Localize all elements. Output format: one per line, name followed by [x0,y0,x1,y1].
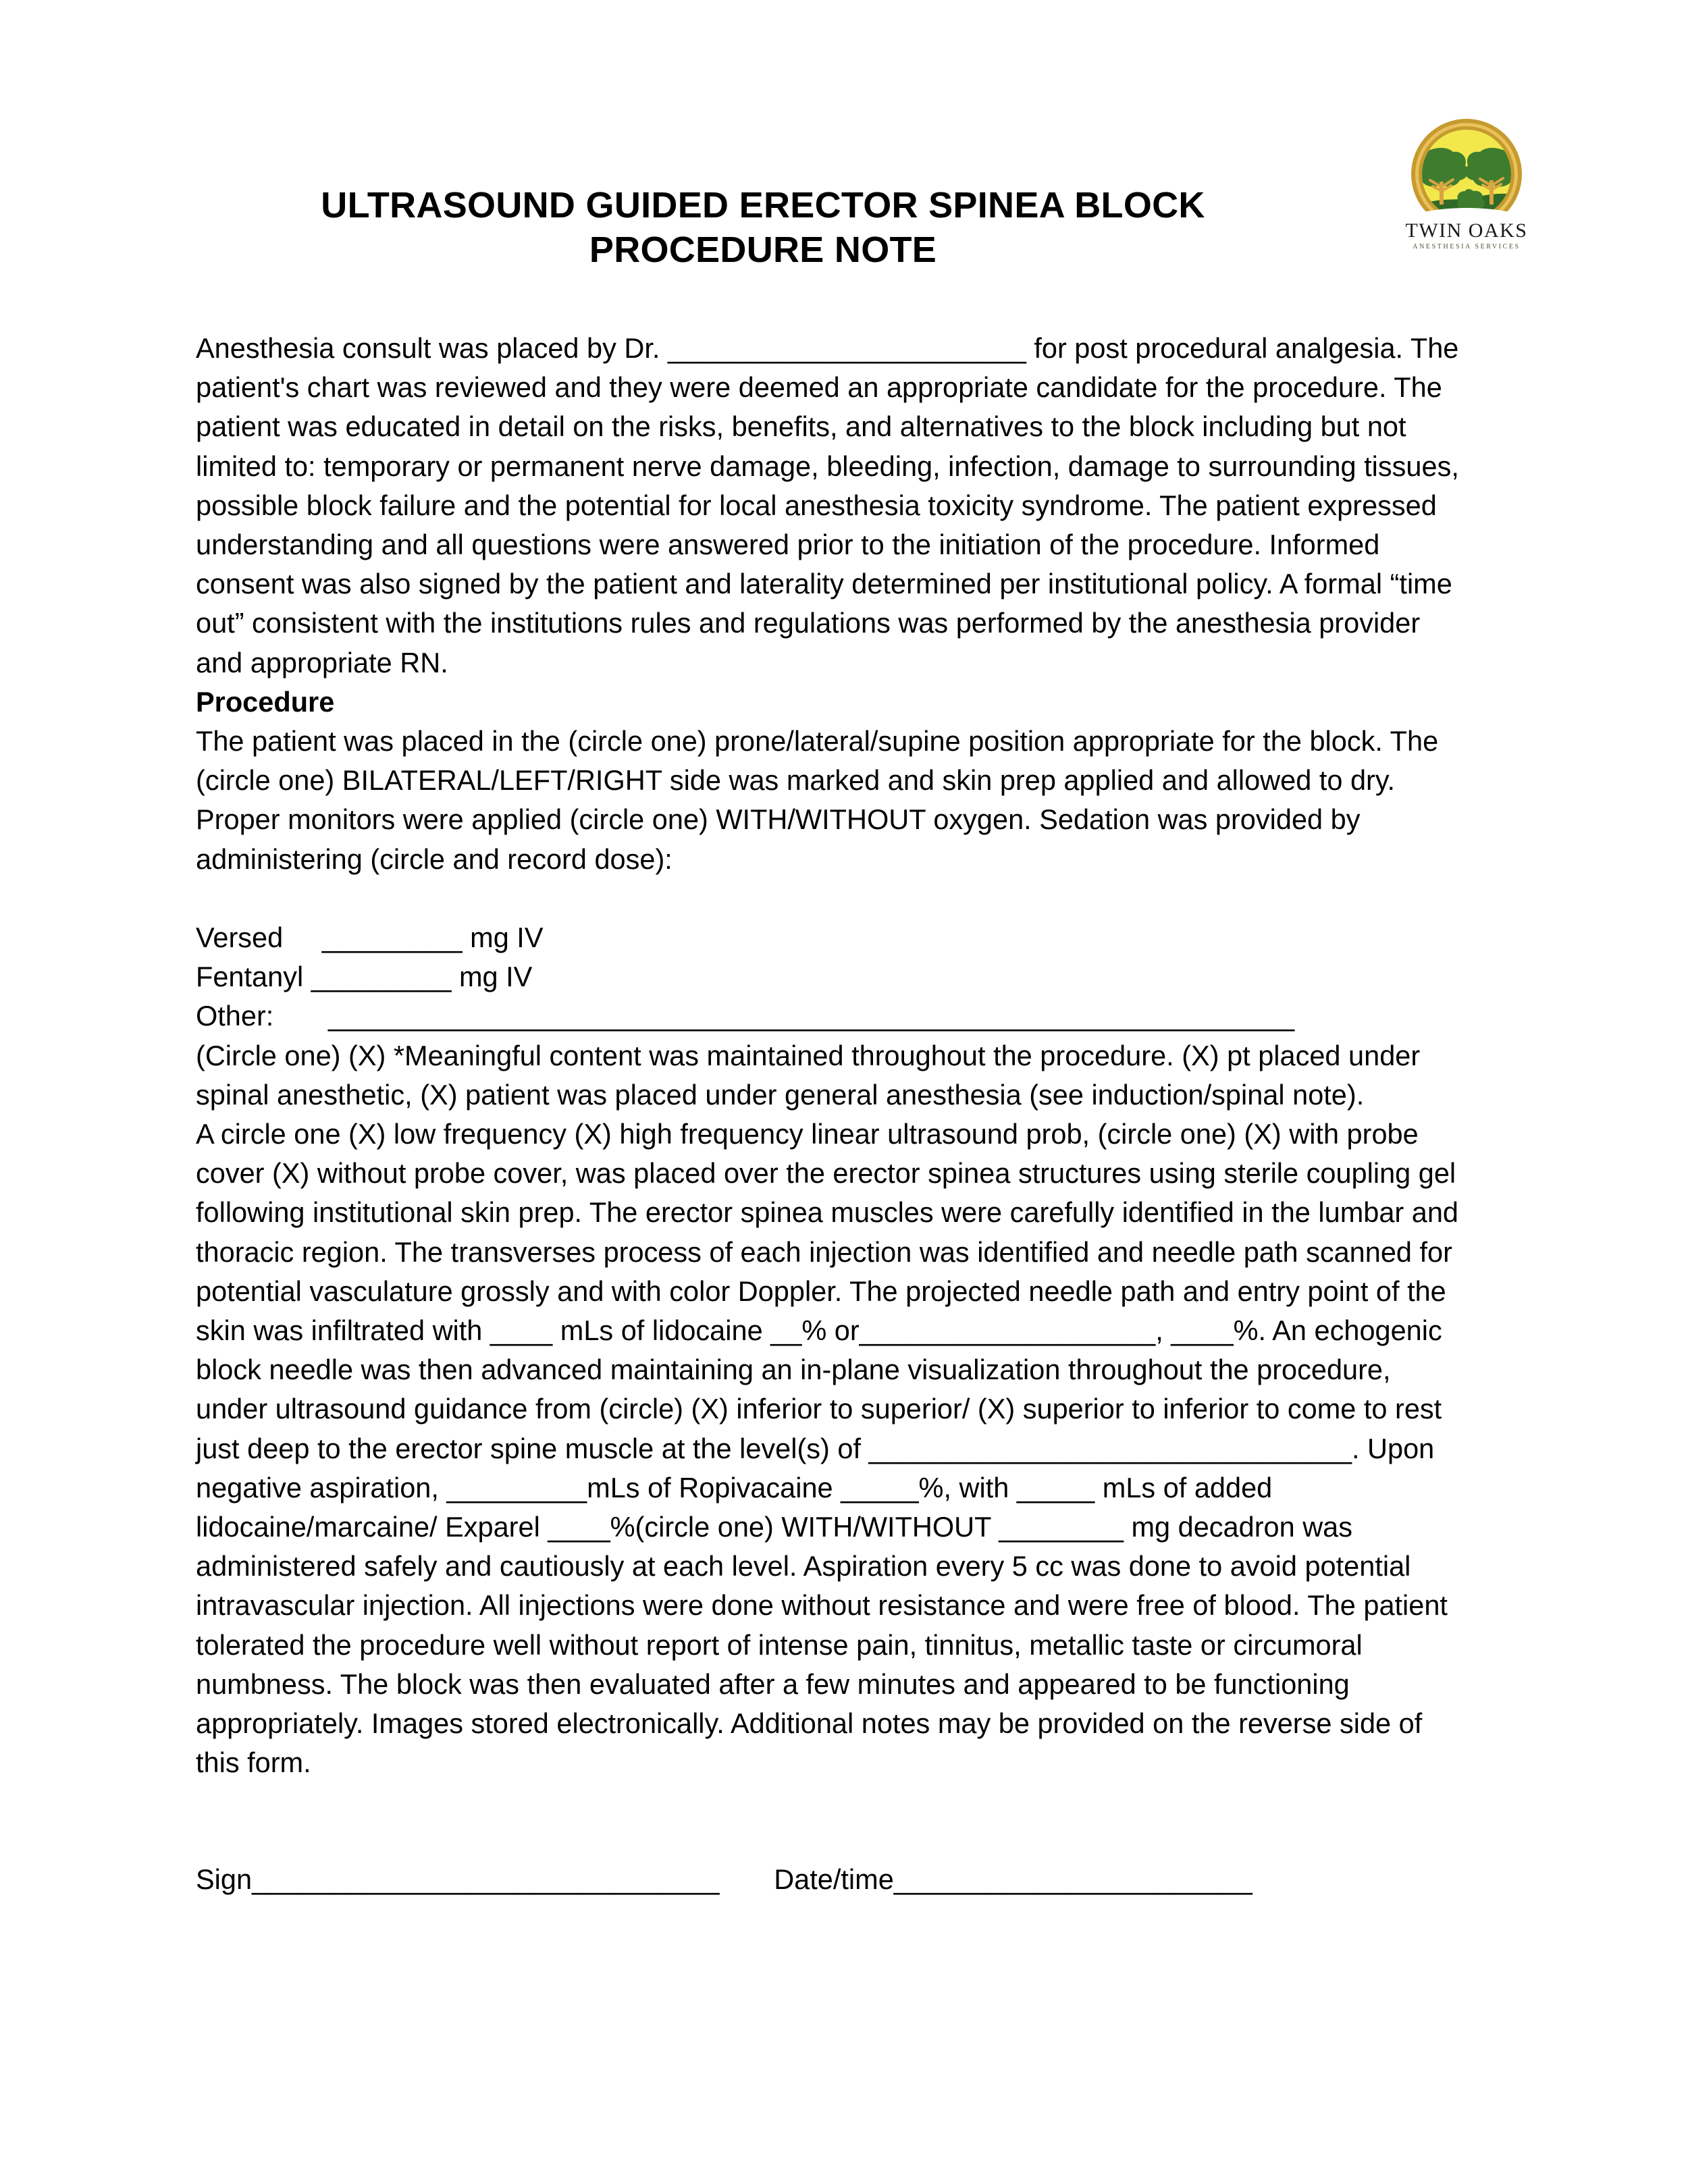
sign-blank[interactable]: ______________________________ [252,1863,720,1895]
medication-dose-blank[interactable]: ______________________________________________________________ [328,1000,1295,1032]
medication-line-versed [196,918,1465,957]
datetime-blank[interactable]: _______________________ [893,1863,1252,1895]
medication-pad [283,922,322,953]
twin-oaks-logo [1386,110,1548,272]
datetime-label: Date/time [774,1863,894,1895]
logo-tagline: ANESTHESIA SERVICES [1413,243,1521,250]
sedation-notes-paragraph: (Circle one) (X) *Meaningful content was maintained throughout the procedure. (X) pt placed under spinal anesthetic, (X) patient was placed under general anesthesia (see induction/spinal note). [196,1039,1421,1111]
medication-unit: mg IV [462,922,544,954]
medication-line-fentanyl [196,957,1465,996]
medication-name: Fentanyl [196,961,304,993]
medication-name: Versed [196,922,284,954]
logo-wordmark: TWIN OAKS [1405,219,1528,242]
sign-label: Sign [196,1863,253,1895]
procedure-intro-paragraph: The patient was placed in the (circle one) prone/lateral/supine position appropriate for the block. The (circle one) BILATERAL/LEFT/RIGHT side was marked and skin prep applied and allowed to dry. Proper monitors were applied (circle one) WITH/WITHOUT oxygen. Sedation was provided by administering (circle and record dose): [196,725,1439,875]
document-body [196,329,1465,1783]
spacer [196,879,1465,918]
medication-pad [273,1000,328,1032]
medication-dose-blank[interactable]: _________ [321,922,463,954]
title-line-1: ULTRASOUND GUIDED ERECTOR SPINEA BLOCK [321,185,1205,225]
medication-dose-blank[interactable]: _________ [311,961,452,993]
medication-line-other [196,996,1465,1036]
signature-gap [719,1863,774,1895]
technique-paragraph: A circle one (X) low frequency (X) high frequency linear ultrasound prob, (circle one) (X) with probe cover (X) without probe cover, was placed over the erector spinea structures using sterile coupling gel following institutional skin prep. The erector spinea muscles were carefully identified in the lumbar and thoracic region. The transverses process of each injection was identified and needle path scanned for potential vasculature grossly and with color Doppler. The projected needle path and entry point of the skin was infiltrated with ____ mLs of lidocaine __% or___________________, ____%. An echogenic block needle was then advanced maintaining an in-plane visualization throughout the procedure, under ultrasound guidance from (circle) (X) inferior to superior/ (X) superior to inferior to come to rest just deep to the erector spine muscle at the level(s) of _______________________________. Upon negative aspiration, _________mLs of Ropivacaine _____%, with _____ mLs of added lidocaine/marcaine/ Exparel ____%(circle one) WITH/WITHOUT ________ mg decadron was administered safely and cautiously at each level. Aspiration every 5 cc was done to avoid potential intravascular injection. All injections were done without resistance and were free of blood. The patient tolerated the procedure well without report of intense pain, tinnitus, metallic taste or circumoral numbness. The block was then evaluated after a few minutes and appeared to be functioning appropriately. Images stored electronically. Additional notes may be provided on the reverse side of this form. [196,1118,1459,1779]
medication-pad [303,961,311,992]
procedure-heading: Procedure [196,685,335,718]
medication-name: Other: [196,1000,274,1032]
medication-unit: mg IV [451,961,533,993]
signature-row [196,1860,1465,1899]
title-line-2: PROCEDURE NOTE [589,229,937,270]
page-title [196,184,1330,273]
document-header [0,0,1688,304]
consent-paragraph: Anesthesia consult was placed by Dr. _______________________ for post procedural analgesia. The patient's chart was reviewed and they were deemed an appropriate candidate for the procedure. The patient was educated in detail on the risks, benefits, and alternatives to the block including but not limited to: temporary or permanent nerve damage, bleeding, infection, damage to surrounding tissues, possible block failure and the potential for local anesthesia toxicity syndrome. The patient expressed understanding and all questions were answered prior to the initiation of the procedure. Informed consent was also signed by the patient and laterality determined per institutional policy. A formal “time out” consistent with the institutions rules and regulations was performed by the anesthesia provider and appropriate RN. [196,332,1459,678]
